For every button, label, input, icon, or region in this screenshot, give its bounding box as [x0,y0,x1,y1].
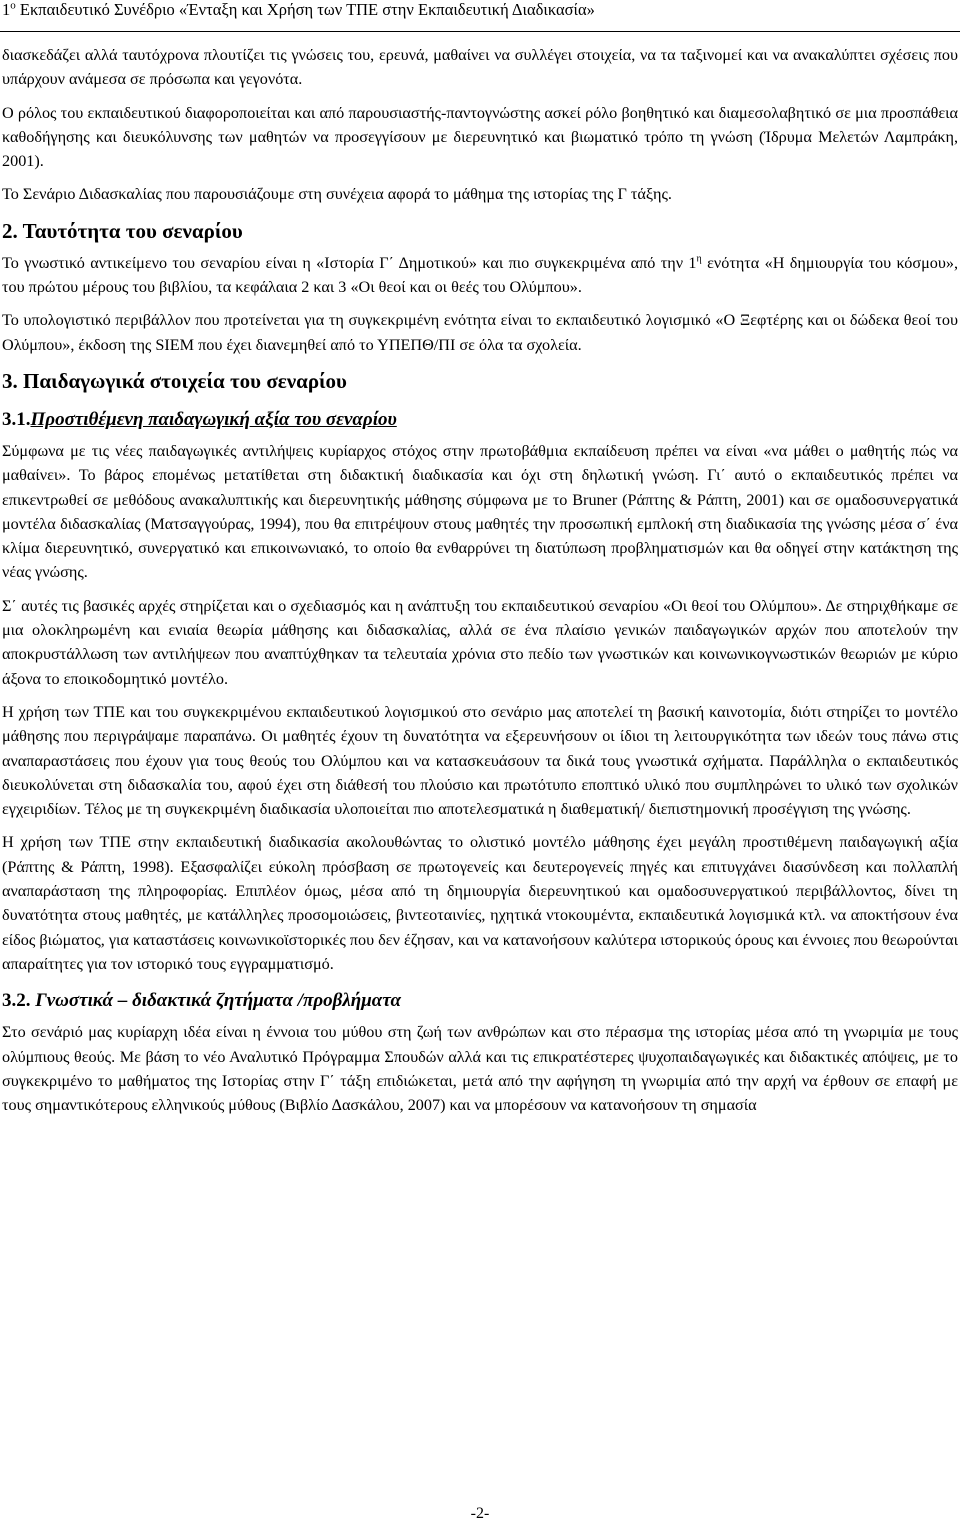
paragraph-4-part-b: ενότητα «Η δημιουργία του κόσμου», του πρώτου μέρους του βιβλίου, τα κεφάλαια 2 και 3 «Οι θεοί και οι θεές του Ολύμπου». [2,253,959,297]
paragraph-3: Το Σενάριο Διδασκαλίας που παρουσιάζουμε στη συνέχεια αφορά το μάθημα της ιστορίας της Γ τάξης. [2,185,672,204]
paragraph-2: Ο ρόλος του εκπαιδευτικού διαφοροποιείται και από παρουσιαστής-παντογνώστης ασκεί ρόλο βοηθητικό και διαμεσολαβητικό σε μια προσπάθεια καθοδήγησης και διευκόλυνσης των μαθητών να προσεγγίσουν με διερευνητικό και βιωματικό τρόπο τη γνώση (Ίδρυμα Μελετών Λαμπράκη, 2001). [2,103,958,171]
heading-3-1-text: Προστιθέμενη παιδαγωγική αξία του σεναρίου [30,408,397,430]
body-text [2,43,958,1117]
heading-3-1-number: 3.1. [2,408,31,430]
page-number: -2- [470,1505,490,1522]
paragraph-10: Στο σενάριό μας κυρίαρχη ιδέα είναι η έννοια του μύθου στη ζωή των ανθρώπων και στο πέρασμα της ιστορίας μέσα από τη γνωριμία με τους ολύμπιους θεούς. Με βάση το νέο Αναλυτικό Πρόγραμμα Σπουδών αλλά και τις επικρατέστερες ψυχοπαιδαγωγικές και διδακτικές απόψεις, με το συγκεκριμένο το μαθήματος της Ιστορίας στην Γ΄ τάξη επιδιώκεται, μετά από την αφήγηση τη γνωριμία από την αρχή να έρθουν σε επαφή με τους σημαντικότερους ελληνικούς μύθους (Βιβλίο Δασκάλου, 2007) και να μπορέσουν να κατανοήσουν τη σημασία [2,1023,958,1115]
heading-3-2-number: 3.2. [2,990,31,1012]
paragraph-4-part-a: Το γνωστικό αντικείμενο του σεναρίου είναι η «Ιστορία Γ΄ Δημοτικού» και πιο συγκεκριμένα από την 1 [2,253,697,272]
paragraph-6: Σύμφωνα με τις νέες παιδαγωγικές αντιλήψεις κυρίαρχος στόχος στην πρωτοβάθμια εκπαίδευση πρέπει να είναι «να μάθει ο μαθητής πώς να μαθαίνει». Το βάρος επομένως μετατίθεται στη διδακτική διαδικασία και όχι στη δηλωτική γνώση. Γι΄ αυτό ο εκπαιδευτικός πρέπει να επικεντρωθεί σε μεθόδους ανακαλυπτικής και διερευνητικής μάθησης σύμφωνα με το Bruner (Ράπτης & Ράπτη, 2001) και σε ομαδοσυνεργατικά μοντέλα διδασκαλίας (Ματσαγγούρας, 1994), που θα επιτρέψουν στους μαθητές την προσωπική εμπλοκή στη διαδικασία της γνώσης μέσα σ΄ ένα κλίμα διερευνητικό, συνεργατικό και επικοινωνιακό, το οποίο θα ενθαρρύνει τη διατύπωση προβληματισμών και θα οδηγεί στην κατάκτηση της νέας γνώσης. [2,441,958,582]
header-title: Εκπαιδευτικό Συνέδριο «Ένταξη και Χρήση των ΤΠΕ στην Εκπαιδευτική Διαδικασία» [15,0,595,19]
heading-3-2-text: Γνωστικά – διδακτικά ζητήματα /προβλήματα [30,990,401,1012]
paragraph-7: Σ΄ αυτές τις βασικές αρχές στηρίζεται και ο σχεδιασμός και η ανάπτυξη του εκπαιδευτικού σεναρίου «Οι θεοί του Ολύμπου». Δε στηριχθήκαμε σε μια ολοκληρωμένη και ενιαία θεωρία μάθησης και διδασκαλίας, αλλά σε ένα πλαίσιο γενικών παιδαγωγικών αρχών που αποτελούν την αποκρυστάλλωση των αντιλήψεων που αναπτύχθηκαν τα τελευταία χρόνια στο πεδίο των γνωστικών και κοινωνικογνωστικών θεωριών με κύριο άξονα το εποικοδομητικό μοντέλο. [2,596,958,688]
heading-section-3-1 [2,407,958,433]
header-rule [0,31,960,32]
heading-section-3-2 [2,988,958,1014]
running-header [2,0,595,20]
heading-section-3: 3. Παιδαγωγικά στοιχεία του σεναρίου [2,368,347,393]
paragraph-8: Η χρήση των ΤΠΕ και του συγκεκριμένου εκπαιδευτικού λογισμικού στο σενάριο μας αποτελεί τη βασική καινοτομία, διότι στηρίζει το μοντέλο μάθησης που περιγράψαμε παραπάνω. Οι μαθητές έχουν τη δυνατότητα να εξερευνήσουν οι ίδιοι τη λειτουργικότητα των ιδεών τους πάνω στις αναπαραστάσεις που έχουν για τους θεούς του Ολύμπου και να κατασκευάσουν τα δικά τους γνωστικά σχήματα. Παράλληλα ο εκπαιδευτικός διευκολύνεται στη διδασκαλία του, αφού έχει στη διάθεσή του πλούσιο και πρωτότυπο εποπτικό υλικό που συμπληρώνει το υλικό των σχολικών εγχειριδίων. Τέλος με τη συγκεκριμένη διαδικασία υλοποιείται πιο αποτελεσματικά η διαθεματική/ διεπιστημονική προσέγγιση της γνώσης. [2,702,958,819]
paragraph-1: διασκεδάζει αλλά ταυτόχρονα πλουτίζει τις γνώσεις του, ερευνά, μαθαίνει να συλλέγει στοιχεία, να τα ταξινομεί και να ανακαλύπτει σχέσεις που υπάρχουν ανάμεσα σε πρόσωπα και γεγονότα. [2,46,958,89]
header-ordinal: ο [10,0,16,12]
paragraph-4-sup: η [696,253,702,265]
header-number: 1 [2,0,11,19]
paragraph-5: Το υπολογιστικό περιβάλλον που προτείνεται για τη συγκεκριμένη ενότητα είναι το εκπαιδευτικό λογισμικό «Ο Ξεφτέρης και οι δώδεκα θεοί του Ολύμπου», έκδοση της SIEM που έχει διανεμηθεί από το ΥΠΕΠΘ/ΠΙ σε όλα τα σχολεία. [2,311,958,354]
paragraph-9: Η χρήση των ΤΠΕ στην εκπαιδευτική διαδικασία ακολουθώντας το ολιστικό μοντέλο μάθησης έχει μεγάλη προστιθέμενη παιδαγωγική αξία (Ράπτης & Ράπτη, 1998). Εξασφαλίζει εύκολη πρόσβαση σε πρωτογενείς και δευτερογενείς πηγές και επιτυγχάνει διασύνδεση και πολλαπλή αναπαράσταση της πληροφορίας. Επιπλέον όμως, μέσα από τη δημιουργία διερευνητικού και ομαδοσυνεργατικού περιβάλλοντος, δίνει τη δυνατότητα στους μαθητές, με κατάλληλες προσομοιώσεις, βιντεοταινίες, ηχητικά ντοκουμέντα, εκπαιδευτικά λογισμικά κτλ. να αποκτήσουν ένα είδος βιώματος, για καταστάσεις κοινωνικοϊστορικές που δεν έζησαν, και να κατανοήσουν καλύτερα ιστορικούς όρους και έννοιες που θεωρούνται απαραίτητες για τον ιστορικό τους εγγραμματισμό. [2,833,958,973]
heading-section-2: 2. Ταυτότητα του σεναρίου [2,218,243,243]
paragraph-4 [2,251,958,300]
